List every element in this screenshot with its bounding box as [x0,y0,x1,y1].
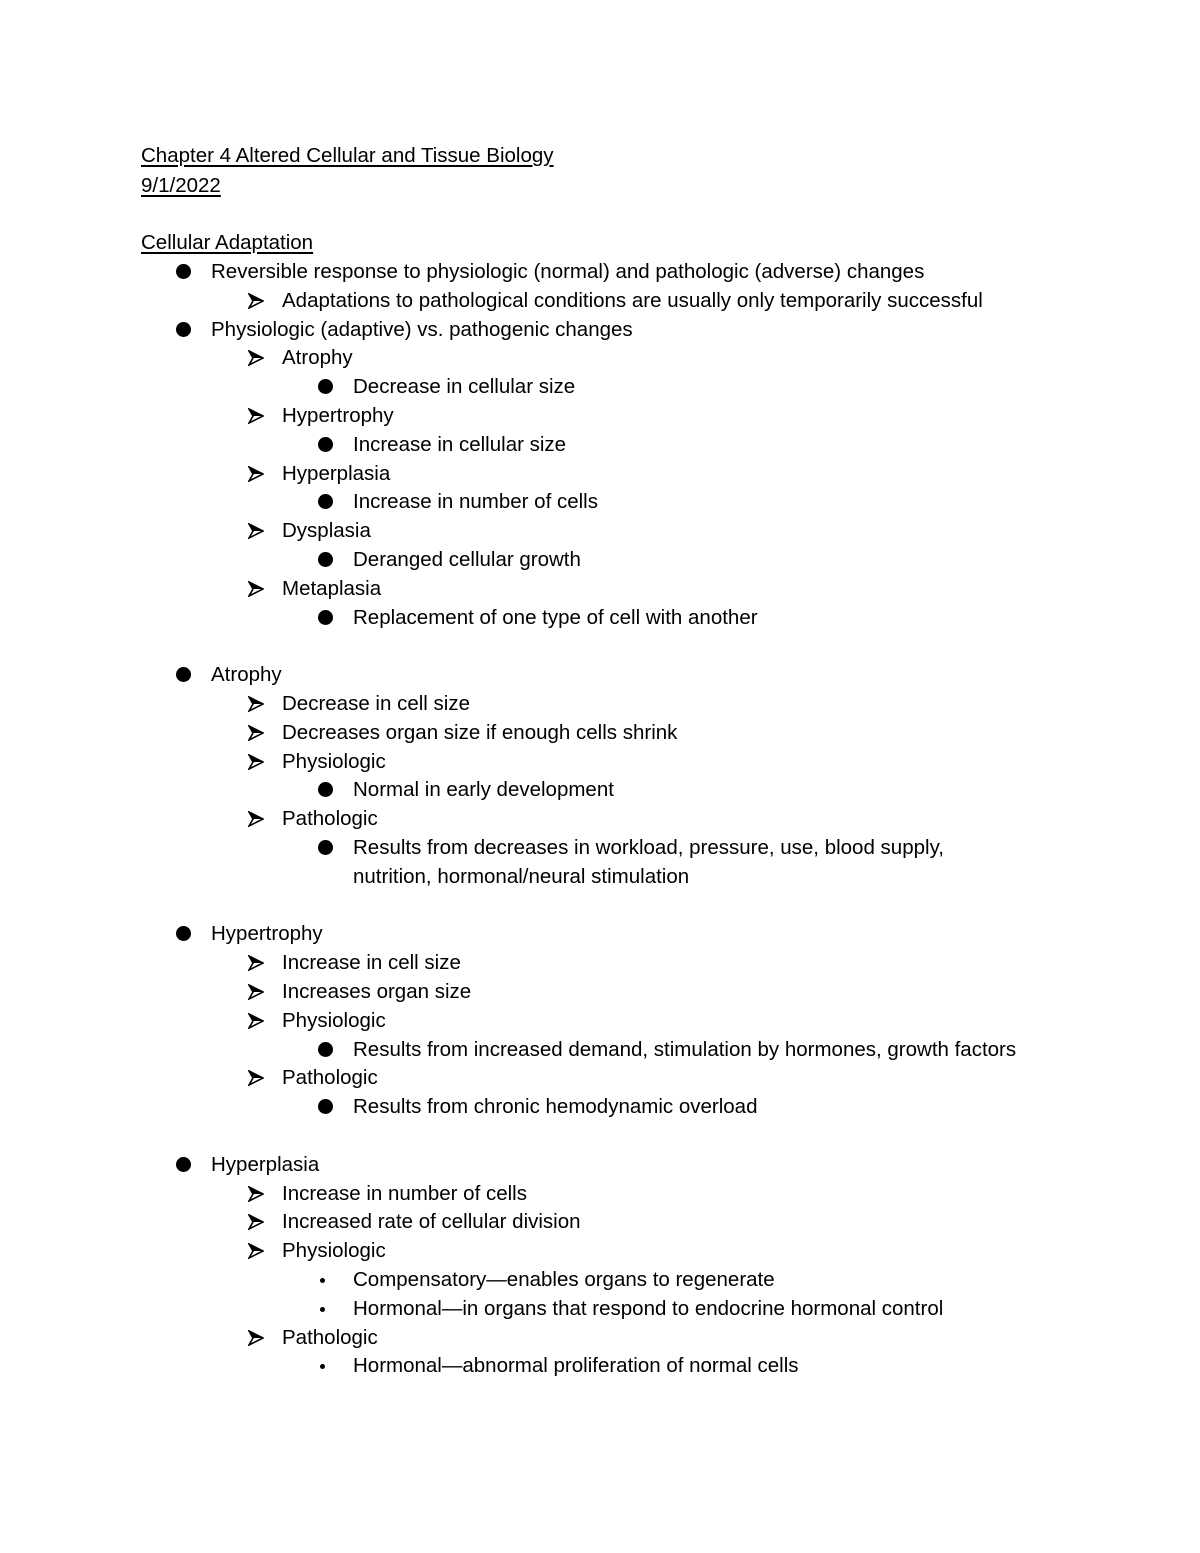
arrow-bullet-icon [248,696,264,712]
list-item-text: Hormonal—abnormal proliferation of normal cells [353,1354,799,1378]
list-item-text: Atrophy [282,346,353,370]
bullet-dot-icon [318,840,333,855]
bullet-dot-icon [176,264,191,279]
list-item-text: Increases organ size [282,980,472,1003]
list-item-text: Dysplasia [282,519,371,543]
arrow-bullet-icon [248,811,264,827]
arrow-bullet-icon [248,1214,264,1230]
list-item-text: Adaptations to pathological conditions are usually only temporarily successful [282,288,983,312]
list-item-text: Atrophy [211,663,282,687]
arrow-bullet-icon [248,293,264,309]
list-item-text: nutrition, hormonal/neural stimulation [353,864,690,888]
list-item-text: Increased rate of cellular division [282,1210,581,1234]
arrow-bullet-icon [248,408,264,424]
list-item-text: Reversible response to physiologic (normal) and pathologic (adverse) changes [211,260,925,283]
bullet-dot-icon [318,379,333,394]
bullet-dot-icon [318,1042,333,1057]
list-item-text: Physiologic [282,749,386,773]
list-item-text: Hyperplasia [282,461,391,485]
arrow-bullet-icon [248,581,264,597]
list-item-text: Replacement of one type of cell with another [353,605,758,629]
small-bullet-icon [320,1364,325,1369]
section-title: Cellular Adaptation [141,231,314,254]
bullet-dot-icon [318,494,333,509]
arrow-bullet-icon [248,1330,264,1346]
list-item-text: Metaplasia [282,576,382,600]
list-item-text: Results from increased demand, stimulation by hormones, growth factors [353,1037,1017,1061]
document-date: 9/1/2022 [141,174,221,197]
arrow-bullet-icon [248,725,264,741]
list-item-text: Decrease in cell size [282,692,470,715]
bullet-dot-icon [176,926,191,941]
arrow-bullet-icon [248,955,264,971]
arrow-bullet-icon [248,466,264,482]
list-item-text: Results from decreases in workload, pressure, use, blood supply, [353,836,944,859]
list-item-text: Physiologic [282,1239,386,1263]
small-bullet-icon [320,1278,325,1283]
arrow-bullet-icon [248,1013,264,1029]
list-item-text: Physiologic [282,1008,386,1032]
arrow-bullet-icon [248,984,264,1000]
list-item-text: Pathologic [282,1325,378,1349]
list-item-text: Increase in number of cells [353,490,598,514]
list-item-text: Compensatory—enables organs to regenerate [353,1268,775,1291]
bullet-dot-icon [318,552,333,567]
bullet-dot-icon [318,1099,333,1114]
list-item-text: Hormonal—in organs that respond to endocrine hormonal control [353,1296,944,1320]
list-item-text: Hypertrophy [282,404,394,427]
list-item-text: Hypertrophy [211,922,323,946]
bullet-dot-icon [318,437,333,452]
arrow-bullet-icon [248,754,264,770]
list-item-text: Decrease in cellular size [353,375,576,399]
list-item-text: Increase in number of cells [282,1181,527,1205]
list-item-text: Hyperplasia [211,1152,320,1176]
arrow-bullet-icon [248,523,264,539]
list-item-text: Normal in early development [353,778,614,802]
arrow-bullet-icon [248,1070,264,1086]
arrow-bullet-icon [248,1186,264,1202]
bullet-dot-icon [176,667,191,682]
list-item-text: Physiologic (adaptive) vs. pathogenic changes [211,317,633,341]
bullet-dot-icon [176,1157,191,1172]
list-item-text: Increase in cellular size [353,432,567,456]
arrow-bullet-icon [248,1243,264,1259]
list-item-text: Deranged cellular growth [353,548,581,571]
arrow-bullet-icon [248,350,264,366]
bullet-dot-icon [176,322,191,337]
document-title: Chapter 4 Altered Cellular and Tissue Biology [141,144,554,167]
list-item-text: Pathologic [282,1066,378,1090]
list-item-text: Decreases organ size if enough cells shrink [282,720,678,744]
small-bullet-icon [320,1307,325,1312]
bullet-dot-icon [318,610,333,625]
list-item-text: Results from chronic hemodynamic overload [353,1095,758,1119]
list-item-text: Pathologic [282,807,378,831]
bullet-dot-icon [318,782,333,797]
list-item-text: Increase in cell size [282,951,461,975]
